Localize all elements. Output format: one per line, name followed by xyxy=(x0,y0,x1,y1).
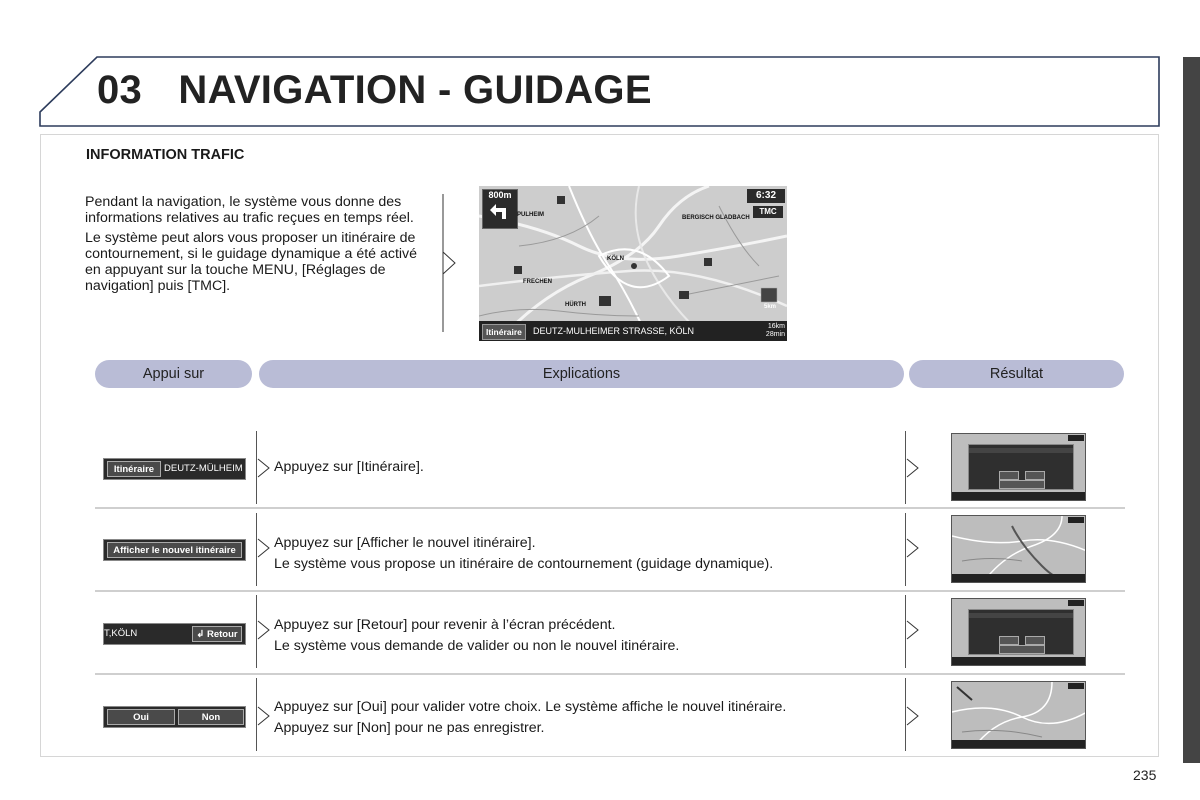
eta-time: 28min xyxy=(765,331,785,338)
chevron-right-icon xyxy=(257,458,271,478)
intro-bracket xyxy=(430,192,460,334)
itineraire-button-image xyxy=(103,458,246,480)
oui-button-label: Oui xyxy=(107,709,175,725)
screenshot-bar xyxy=(952,740,1085,748)
page-number: 235 xyxy=(1133,767,1157,783)
chevron-right-icon xyxy=(906,538,920,558)
row-separator xyxy=(95,673,1125,675)
afficher-nouvel-itineraire-label: Afficher le nouvel itinéraire xyxy=(107,542,242,558)
non-button-label: Non xyxy=(178,709,244,725)
screenshot-dialog xyxy=(968,609,1074,655)
return-arrow-icon: ↲ xyxy=(196,629,205,640)
column-header-appui: Appui sur xyxy=(95,360,252,388)
clock: 6:32 xyxy=(747,189,785,203)
row-separator xyxy=(95,590,1125,592)
chevron-right-icon xyxy=(257,620,271,640)
current-street: DEUTZ-MULHEIMER STRASSE, KÖLN xyxy=(533,326,695,336)
screenshot-clock xyxy=(1068,683,1084,689)
street-label: DEUTZ-MÜLHEIM xyxy=(164,463,243,474)
chevron-right-icon xyxy=(906,458,920,478)
explanation xyxy=(274,457,424,478)
explanation xyxy=(274,533,773,575)
explanation xyxy=(274,697,786,739)
explanation xyxy=(274,615,679,657)
map-label: PULHEIM xyxy=(517,212,544,218)
turn-distance: 800m xyxy=(488,190,512,200)
dialog-button xyxy=(999,636,1019,645)
explanation-line: Appuyez sur [Itinéraire]. xyxy=(274,459,424,475)
explanation-line: Le système vous propose un itinéraire de contournement (guidage dynamique). xyxy=(274,556,774,572)
column-header-explications: Explications xyxy=(259,360,904,388)
dialog-button xyxy=(999,480,1045,489)
dialog-button xyxy=(1025,471,1045,480)
dialog-button xyxy=(1025,636,1045,645)
screenshot-clock xyxy=(1068,517,1084,523)
itineraire-button[interactable]: Itinéraire xyxy=(482,324,526,340)
dialog-button xyxy=(999,645,1045,654)
explanation-line: Appuyez sur [Non] pour ne pas enregistrer. xyxy=(274,720,545,736)
chapter-tab xyxy=(1183,57,1200,763)
screenshot-map-roads xyxy=(952,682,1086,749)
next-turn-panel xyxy=(482,189,518,229)
explanation-line: Le système vous demande de valider ou non le nouvel itinéraire. xyxy=(274,638,680,654)
intro-paragraph: Le système peut alors vous proposer un itinéraire de contournement, si le guidage dynamique a été activé en appuyant sur la touche MENU, [Réglages de navigation] puis [TMC]. xyxy=(85,230,418,294)
result-screenshot-map xyxy=(951,515,1086,583)
screenshot-bar xyxy=(952,574,1085,582)
screenshot-map-roads xyxy=(952,516,1086,583)
screenshot-clock xyxy=(1068,435,1084,441)
navigation-map-screenshot xyxy=(479,186,787,341)
dialog-title xyxy=(969,448,1073,453)
explanation-line: Appuyez sur [Retour] pour revenir à l’écran précédent. xyxy=(274,617,616,633)
screenshot-bar xyxy=(952,492,1085,500)
chapter-number: 03 xyxy=(97,68,143,112)
intro-paragraph: Pendant la navigation, le système vous donne des informations relatives au trafic reçues en temps réel. xyxy=(85,194,414,226)
map-scale: 5km xyxy=(764,304,777,310)
dialog-title xyxy=(969,613,1073,618)
dialog-button xyxy=(999,471,1019,480)
map-roads xyxy=(479,186,787,341)
chevron-right-icon xyxy=(257,706,271,726)
map-label: KÖLN xyxy=(607,256,624,262)
result-screenshot-dialog xyxy=(951,598,1086,666)
eta-readout xyxy=(757,323,785,339)
afficher-nouvel-itineraire-button-image xyxy=(103,539,246,561)
route-bar xyxy=(479,321,787,341)
explanation-line: Appuyez sur [Oui] pour valider votre choix. Le système affiche le nouvel itinéraire. xyxy=(274,699,787,715)
chevron-right-icon xyxy=(906,706,920,726)
result-screenshot-map xyxy=(951,681,1086,749)
screenshot-dialog xyxy=(968,444,1074,490)
row-separator xyxy=(95,507,1125,509)
section-title: INFORMATION TRAFIC xyxy=(86,147,245,163)
chevron-right-icon xyxy=(906,620,920,640)
result-screenshot-dialog xyxy=(951,433,1086,501)
map-label: HÜRTH xyxy=(565,302,586,308)
oui-non-buttons-image xyxy=(103,706,246,728)
map-label: FRECHEN xyxy=(523,279,553,285)
street-label: T,KÖLN xyxy=(104,628,138,639)
itineraire-button-label: Itinéraire xyxy=(107,461,161,477)
explanation-line: Appuyez sur [Afficher le nouvel itinéraire]. xyxy=(274,535,536,551)
map-label: BERGISCH GLADBACH xyxy=(682,215,750,221)
screenshot-clock xyxy=(1068,600,1084,606)
chevron-right-icon xyxy=(257,538,271,558)
chapter-title xyxy=(97,68,652,113)
tmc-badge[interactable]: TMC xyxy=(753,206,783,218)
retour-button-image xyxy=(103,623,246,645)
retour-button-label: ↲ Retour xyxy=(192,626,242,642)
column-header-resultat: Résultat xyxy=(909,360,1124,388)
eta-distance: 16km xyxy=(767,323,785,330)
turn-left-arrow-icon xyxy=(488,200,512,220)
chapter-name: NAVIGATION - GUIDAGE xyxy=(178,68,652,112)
intro-text xyxy=(85,194,425,298)
screenshot-bar xyxy=(952,657,1085,665)
